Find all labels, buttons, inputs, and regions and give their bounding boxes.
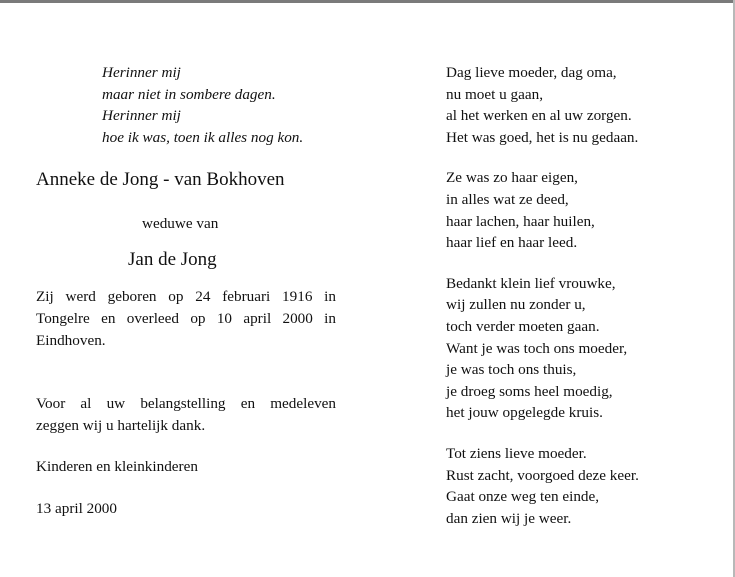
poem-line: haar lachen, haar huilen, (446, 212, 595, 230)
poem-line: dan zien wij je weer. (446, 509, 572, 527)
poem-line: toch verder moeten gaan. (446, 317, 600, 335)
motto-line: hoe ik was, toen ik alles nog kon. (102, 128, 304, 146)
poem-line: Dag lieve moeder, dag oma, (446, 64, 617, 81)
paragraph-line: Voor al uw belangstelling en medeleven (36, 395, 336, 413)
poem-line: Rust zacht, voorgoed deze keer. (446, 466, 639, 484)
poem-line: Het was goed, het is nu gedaan. (446, 128, 639, 146)
poem-stanza (446, 167, 716, 253)
poem-stanza (446, 273, 716, 424)
poem-line: het jouw opgelegde kruis. (446, 404, 603, 422)
motto-line: maar niet in sombere dagen. (102, 85, 276, 103)
poem-stanza (446, 62, 716, 148)
thanks-paragraph (36, 393, 336, 436)
birth-death-paragraph (36, 286, 336, 351)
poem-line: wij zullen nu zonder u, (446, 296, 586, 314)
family-signature: Kinderen en kleinkinderen (36, 458, 198, 476)
poem-line: Gaat onze weg ten einde, (446, 488, 600, 506)
card-date: 13 april 2000 (36, 499, 117, 517)
poem-stanza (446, 443, 716, 529)
poem-line: Want je was toch ons moeder, (446, 339, 628, 357)
poem-line: haar lief en haar leed. (446, 234, 578, 252)
poem-line: Bedankt klein lief vrouwke, (446, 274, 616, 292)
widow-of-label: weduwe van (142, 215, 219, 233)
paragraph-line: zeggen wij u hartelijk dank. (36, 416, 206, 434)
poem-line: Tot ziens lieve moeder. (446, 444, 587, 462)
deceased-name: Anneke de Jong - van Bokhoven (36, 169, 285, 191)
right-page-poem (446, 62, 716, 529)
husband-name: Jan de Jong (128, 249, 217, 271)
paragraph-line: Zij werd geboren op 24 februari 1916 in (36, 288, 336, 306)
poem-line: al het werken en al uw zorgen. (446, 107, 632, 125)
poem-line: je droeg soms heel moedig, (446, 382, 613, 400)
paragraph-line: Eindhoven. (36, 331, 106, 349)
left-page (36, 62, 336, 520)
motto-line: Herinner mij (102, 64, 181, 81)
poem-line: in alles wat ze deed, (446, 190, 569, 208)
poem-line: je was toch ons thuis, (446, 361, 577, 379)
paragraph-line: Tongelre en overleed op 10 april 2000 in (36, 309, 336, 327)
poem-line: Ze was zo haar eigen, (446, 169, 578, 187)
motto-line: Herinner mij (102, 107, 181, 125)
poem-line: nu moet u gaan, (446, 85, 544, 103)
motto-verse (36, 62, 336, 148)
